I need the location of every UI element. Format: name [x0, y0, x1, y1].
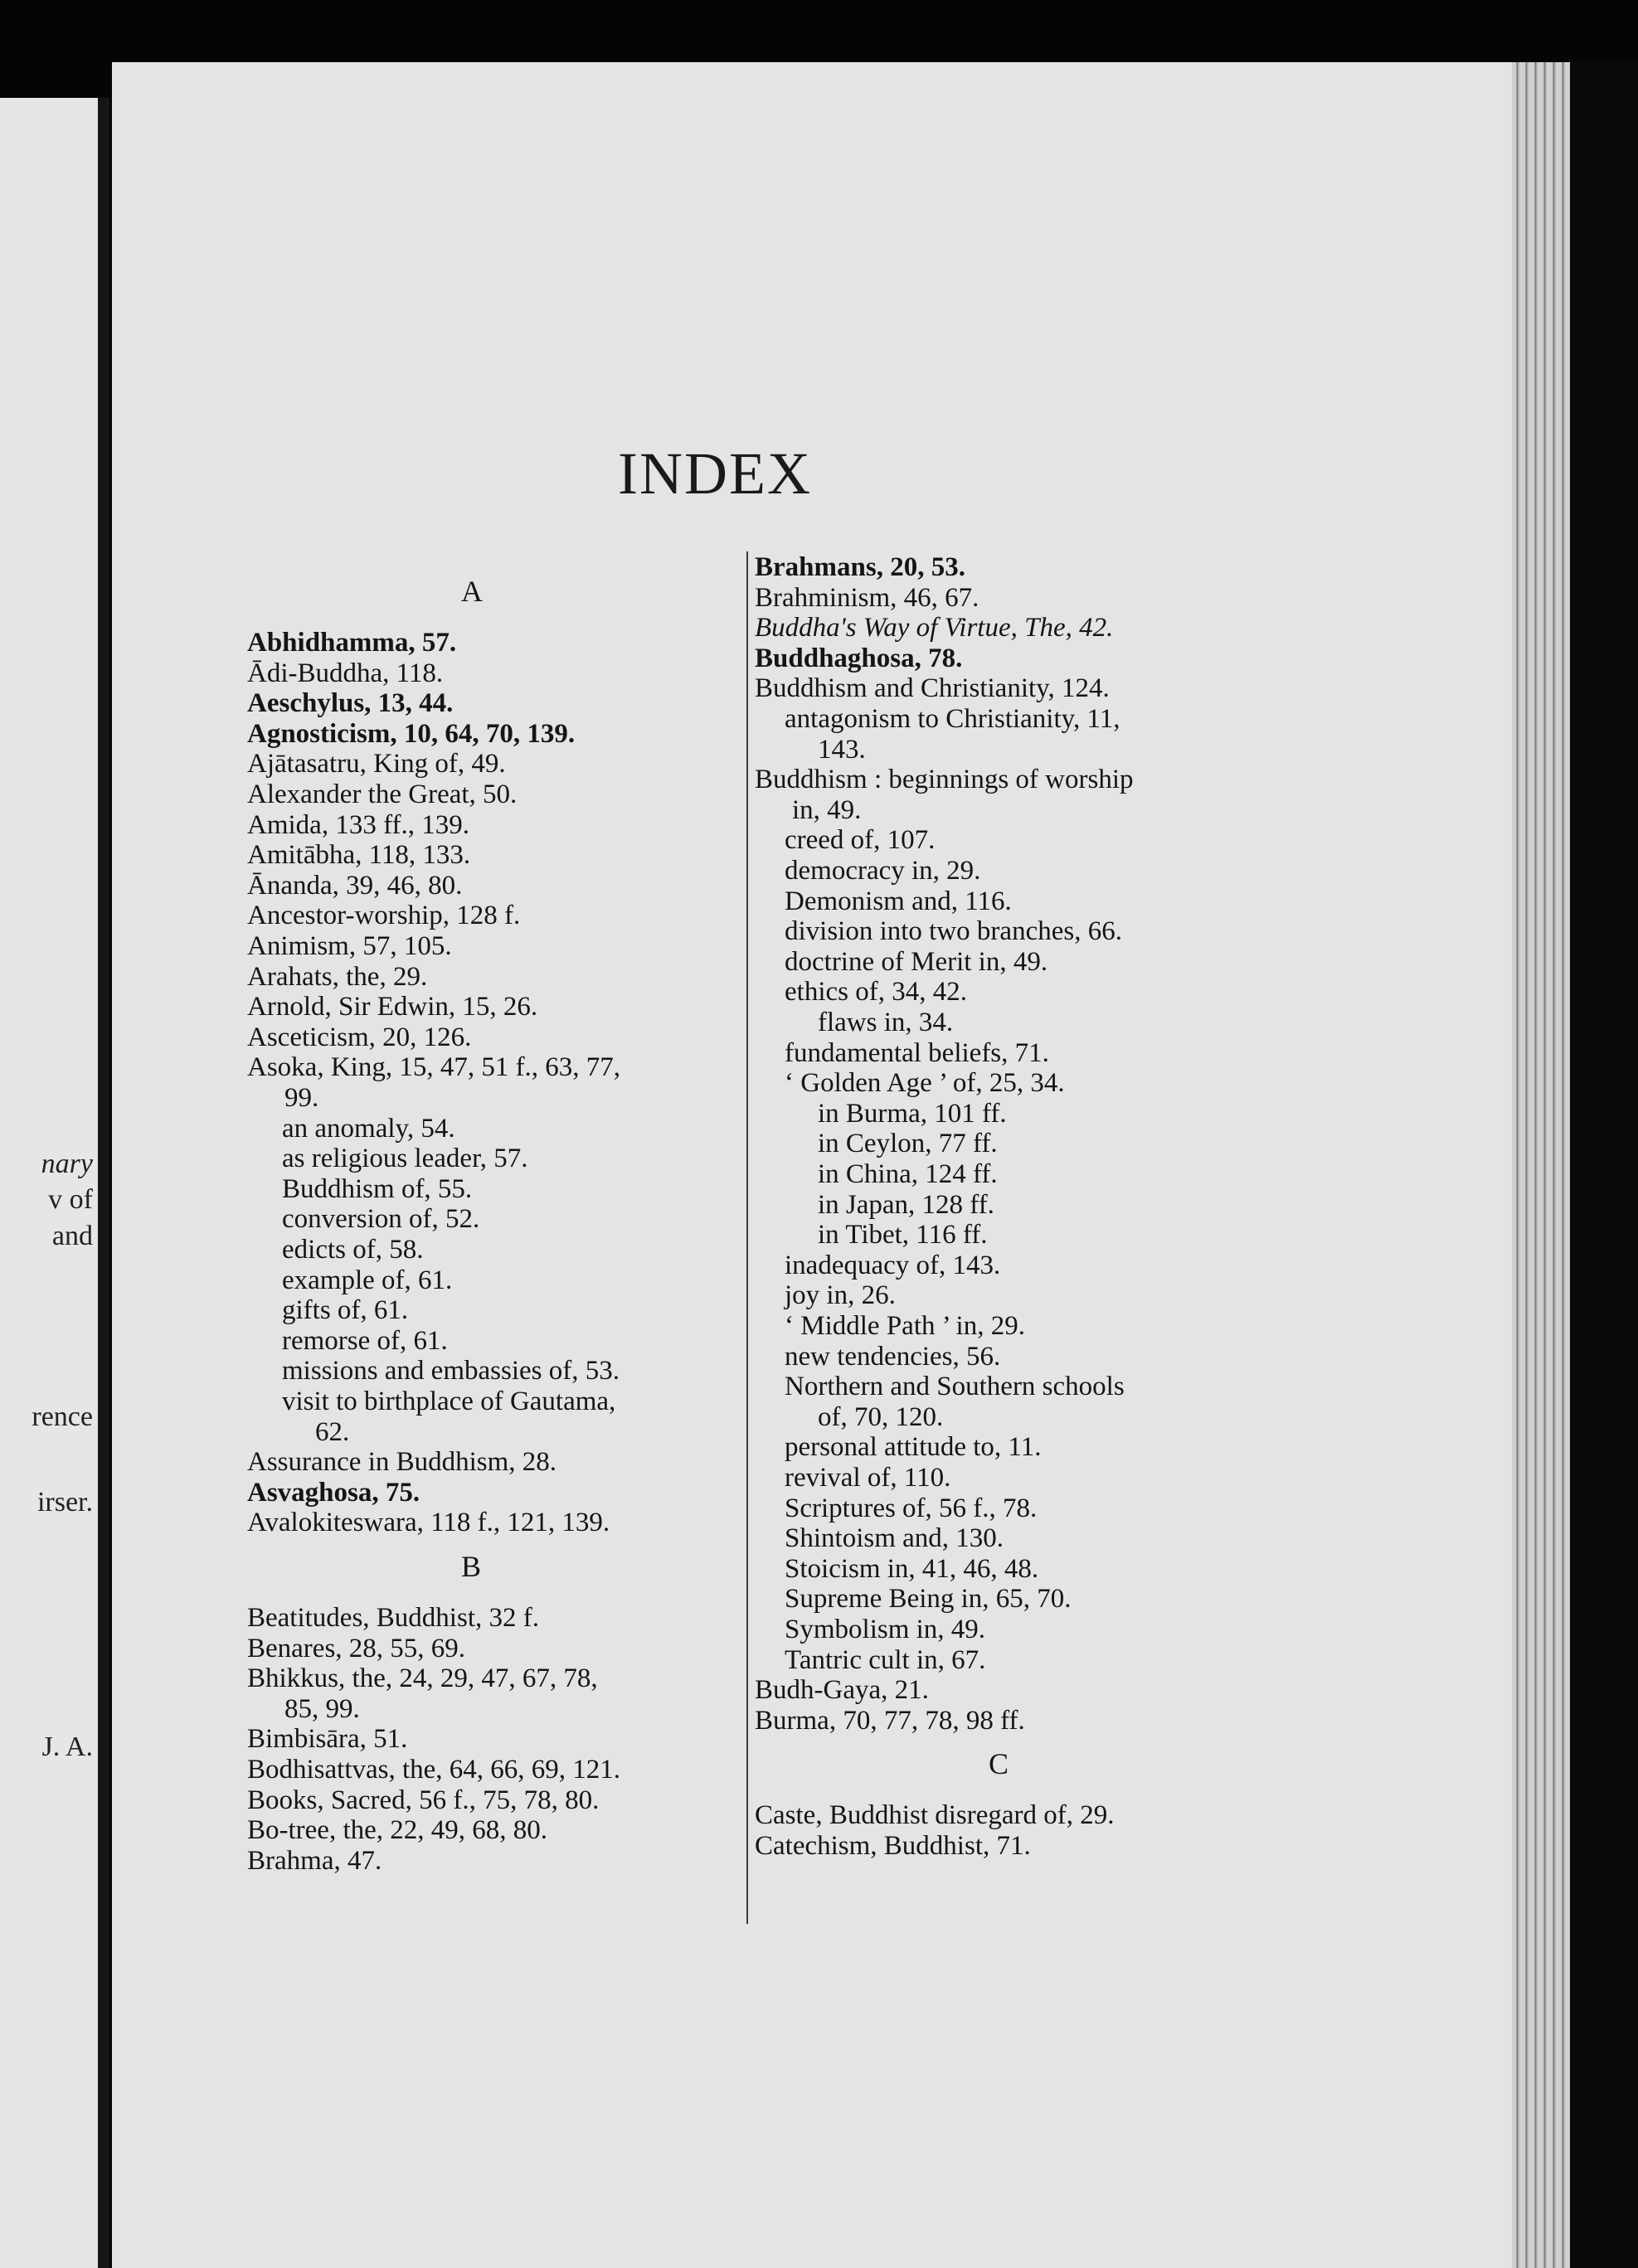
index-entry: Asvaghosa, 75. — [247, 1477, 420, 1508]
index-entry: missions and embassies of, 53. — [282, 1356, 620, 1387]
index-entry: Catechism, Buddhist, 71. — [755, 1831, 1031, 1861]
index-entry: Bimbisāra, 51. — [247, 1724, 408, 1755]
index-entry: Asceticism, 20, 126. — [247, 1022, 472, 1052]
index-entry: Avalokiteswara, 118 f., 121, 139. — [247, 1508, 610, 1538]
index-entry: Buddhism : beginnings of worship — [755, 765, 1134, 795]
index-entry: Brahma, 47. — [247, 1845, 382, 1876]
index-entry: Arahats, the, 29. — [247, 961, 428, 992]
index-entry: ‘ Golden Age ’ of, 25, 34. — [785, 1068, 1065, 1099]
index-entry: Amida, 133 ff., 139. — [247, 809, 469, 840]
index-entry: Amitābha, 118, 133. — [247, 840, 471, 871]
index-entry: inadequacy of, 143. — [785, 1250, 1001, 1280]
facing-page-fragment: nary — [41, 1149, 93, 1179]
index-entry: Animism, 57, 105. — [247, 931, 452, 961]
index-entry: Supreme Being in, 65, 70. — [785, 1584, 1072, 1615]
index-entry: of, 70, 120. — [818, 1401, 944, 1432]
index-entry: Shintoism and, 130. — [785, 1523, 1004, 1554]
index-entry: Tantric cult in, 67. — [785, 1644, 986, 1675]
index-entry: Benares, 28, 55, 69. — [247, 1633, 466, 1663]
facing-page-fragment: rence — [32, 1401, 93, 1432]
column-divider — [746, 551, 748, 1924]
index-entry: in Tibet, 116 ff. — [818, 1220, 988, 1251]
index-entry: Stoicism in, 41, 46, 48. — [785, 1553, 1039, 1584]
index-entry: democracy in, 29. — [785, 856, 981, 886]
index-entry: visit to birthplace of Gautama, — [282, 1387, 616, 1416]
index-entry: gifts of, 61. — [282, 1295, 409, 1326]
page-block-edge — [1512, 62, 1570, 2268]
index-entry: Symbolism in, 49. — [785, 1615, 986, 1644]
index-entry: Ancestor-worship, 128 f. — [247, 901, 521, 931]
index-entry: fundamental beliefs, 71. — [785, 1037, 1049, 1068]
section-letter: A — [461, 575, 483, 608]
index-entry: Books, Sacred, 56 f., 75, 78, 80. — [247, 1785, 600, 1815]
index-entry: 62. — [315, 1416, 350, 1447]
index-entry: Ānanda, 39, 46, 80. — [247, 870, 463, 901]
background-margin — [1570, 62, 1638, 2268]
index-entry: new tendencies, 56. — [785, 1341, 1001, 1372]
index-entry: Budh-Gaya, 21. — [755, 1675, 929, 1706]
index-entry: Aeschylus, 13, 44. — [247, 688, 454, 719]
index-entry: Scriptures of, 56 f., 78. — [785, 1493, 1038, 1523]
index-entry: Ādi-Buddha, 118. — [247, 658, 444, 688]
index-entry: personal attitude to, 11. — [785, 1432, 1042, 1463]
index-entry: revival of, 110. — [785, 1463, 951, 1493]
section-letter: C — [989, 1747, 1009, 1781]
facing-page-fragment: irser. — [36, 1487, 93, 1518]
index-entry: an anomaly, 54. — [282, 1113, 455, 1144]
index-entry: Caste, Buddhist disregard of, 29. — [755, 1800, 1115, 1831]
index-entry: in China, 124 ff. — [818, 1159, 998, 1189]
index-entry: conversion of, 52. — [282, 1204, 480, 1235]
index-entry: 85, 99. — [284, 1693, 360, 1724]
index-entry: 143. — [818, 734, 866, 765]
index-entry: Asoka, King, 15, 47, 51 f., 63, 77, — [247, 1052, 621, 1083]
book-gutter — [98, 98, 109, 2268]
index-entry: Bodhisattvas, the, 64, 66, 69, 121. — [247, 1755, 621, 1785]
index-entry: Demonism and, 116. — [785, 886, 1012, 916]
index-entry: Bo-tree, the, 22, 49, 68, 80. — [247, 1815, 548, 1846]
page-title: INDEX — [618, 440, 812, 507]
facing-page-fragment: J. A. — [41, 1731, 93, 1762]
index-entry: Arnold, Sir Edwin, 15, 26. — [247, 992, 538, 1022]
index-entry: in Ceylon, 77 ff. — [818, 1129, 998, 1159]
index-entry: Brahminism, 46, 67. — [755, 582, 979, 613]
index-entry: joy in, 26. — [785, 1280, 896, 1311]
index-entry: edicts of, 58. — [282, 1235, 424, 1265]
index-entry: example of, 61. — [282, 1265, 453, 1295]
index-entry: remorse of, 61. — [282, 1325, 448, 1356]
index-entry: Abhidhamma, 57. — [247, 628, 457, 658]
index-entry: Assurance in Buddhism, 28. — [247, 1447, 557, 1478]
index-entry: 99. — [284, 1083, 319, 1113]
index-entry: Buddhism of, 55. — [282, 1173, 473, 1204]
index-entry: Burma, 70, 77, 78, 98 ff. — [755, 1705, 1025, 1736]
index-entry: ‘ Middle Path ’ in, 29. — [785, 1311, 1025, 1341]
index-entry: in Burma, 101 ff. — [818, 1098, 1007, 1129]
index-entry: Northern and Southern schools — [785, 1372, 1125, 1402]
index-entry: Buddhism and Christianity, 124. — [755, 673, 1110, 704]
index-entry: Bhikkus, the, 24, 29, 47, 67, 78, — [247, 1663, 598, 1694]
index-entry: Ajātasatru, King of, 49. — [247, 749, 506, 779]
index-entry: Buddha's Way of Virtue, The, 42. — [755, 613, 1114, 643]
index-entry: in, 49. — [792, 794, 862, 825]
index-entry: Buddhaghosa, 78. — [755, 643, 963, 673]
facing-page-fragment: and — [51, 1221, 93, 1251]
facing-page-fragment: v of — [48, 1184, 93, 1215]
index-entry: Brahmans, 20, 53. — [755, 552, 965, 582]
index-entry: doctrine of Merit in, 49. — [785, 946, 1048, 977]
index-entry: division into two branches, 66. — [785, 916, 1122, 947]
index-entry: flaws in, 34. — [818, 1008, 954, 1037]
section-letter: B — [461, 1550, 482, 1583]
facing-page-edge — [0, 98, 100, 2268]
index-entry: Alexander the Great, 50. — [247, 779, 518, 809]
index-entry: as religious leader, 57. — [282, 1144, 528, 1174]
index-entry: Agnosticism, 10, 64, 70, 139. — [247, 718, 576, 749]
index-entry: creed of, 107. — [785, 825, 936, 856]
index-entry: ethics of, 34, 42. — [785, 977, 967, 1008]
index-entry: in Japan, 128 ff. — [818, 1189, 994, 1220]
index-entry: antagonism to Christianity, 11, — [785, 704, 1120, 734]
index-entry: Beatitudes, Buddhist, 32 f. — [247, 1603, 539, 1633]
